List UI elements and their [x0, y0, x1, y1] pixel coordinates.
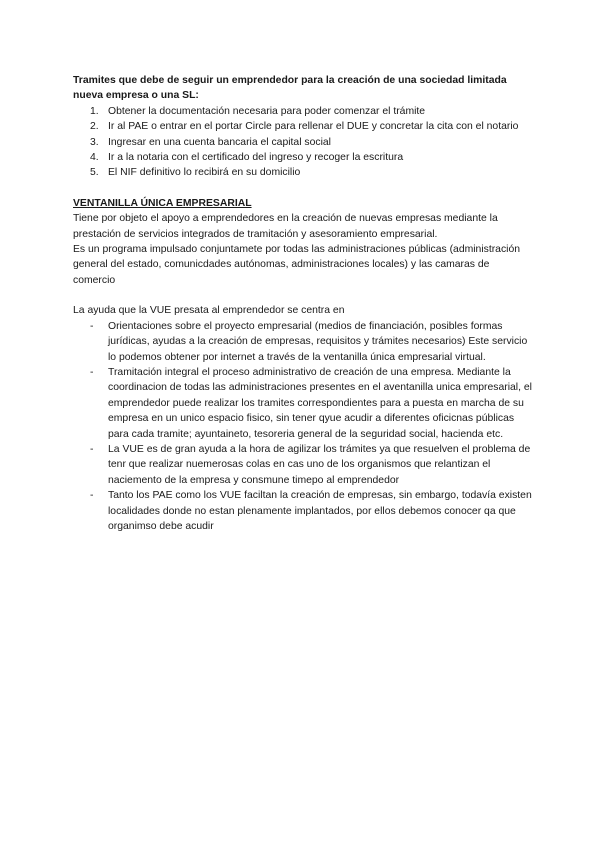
paragraph-objective: Tiene por objeto el apoyo a emprendedores en la creación de nuevas empresas mediante la prestación de servicios integrados de tramitación y asesoramiento empresarial. [73, 213, 498, 240]
step-text: Ir a la notaria con el certificado del ingreso y recoger la escritura [108, 152, 404, 164]
step-text: Obtener la documentación necesaria para poder comenzar el trámite [108, 105, 426, 117]
step-item [73, 104, 533, 119]
step-text: Ir al PAE o entrar en el portar Circle para rellenar el DUE y concretar la cita con el notario [108, 121, 519, 133]
bullet-marker: - [90, 443, 94, 455]
step-number: 4. [90, 152, 99, 164]
bullet-text: La VUE es de gran ayuda a la hora de agilizar los trámites ya que resuelven el problema de tenr que realizar nuemerosas colas en cas uno de los organismos que relantizan el naciemento de la empresa y consmune timepo al emprendedor [108, 443, 531, 486]
bullet-item [73, 442, 533, 488]
step-item [73, 165, 533, 180]
step-item [73, 150, 533, 165]
bullet-marker: - [90, 490, 94, 502]
bullet-list [73, 319, 533, 535]
step-item [73, 119, 533, 134]
step-item [73, 135, 533, 150]
paragraph-program: Es un programa impulsado conjuntamete por todas las administraciones públicas (administración general del estado, comunicdades autónomas, administraciones locales) y las camaras de comercio [73, 244, 521, 286]
bullet-item [73, 319, 533, 365]
document-page [73, 73, 533, 534]
steps-list [73, 104, 533, 181]
step-text: El NIF definitivo lo recibirá en su domicilio [108, 167, 301, 179]
intro-text: La ayuda que la VUE presata al emprendedor se centra en [73, 305, 345, 317]
step-number: 3. [90, 136, 99, 148]
document-title: Tramites que debe de seguir un emprendedor para la creación de una sociedad limitada nueva empresa o una SL: [73, 75, 507, 102]
bullet-text: Orientaciones sobre el proyecto empresarial (medios de financiación, posibles formas jurídicas, ayudas a la creación de empresas, requisitos y trámites necesarios) Este servicio lo podemos obtener por internet a través de la ventanilla única empresarial virtual. [108, 320, 528, 363]
bullet-marker: - [90, 366, 94, 378]
section-heading: VENTANILLA ÚNICA EMPRESARIAL [73, 197, 252, 209]
step-number: 1. [90, 105, 99, 117]
bullet-marker: - [90, 320, 94, 332]
bullet-item [73, 488, 533, 534]
bullet-item [73, 365, 533, 442]
step-number: 5. [90, 167, 99, 179]
bullet-text: Tanto los PAE como los VUE faciltan la creación de empresas, sin embargo, todavía existen localidades donde no estan plenamente implantados, por ellos debemos conocer qa que organimso debe acudir [108, 490, 532, 532]
spacer [73, 288, 533, 303]
bullet-text: Tramitación integral el proceso administrativo de creación de una empresa. Mediante la coordinacion de todas las administraciones presentes en el aventanilla unica empresarial, el emprendedor puede realizar los tramites correspondientes para a puesta en marcha de su empresa en un unico espacio fisico, sin tener qyue acudir a diferentes oficicnas públicas para cada tramite; ayuntaineto, tesoreria general de la seguridad social, hacienda etc. [108, 366, 532, 440]
step-number: 2. [90, 121, 99, 133]
step-text: Ingresar en una cuenta bancaria el capital social [108, 136, 331, 148]
